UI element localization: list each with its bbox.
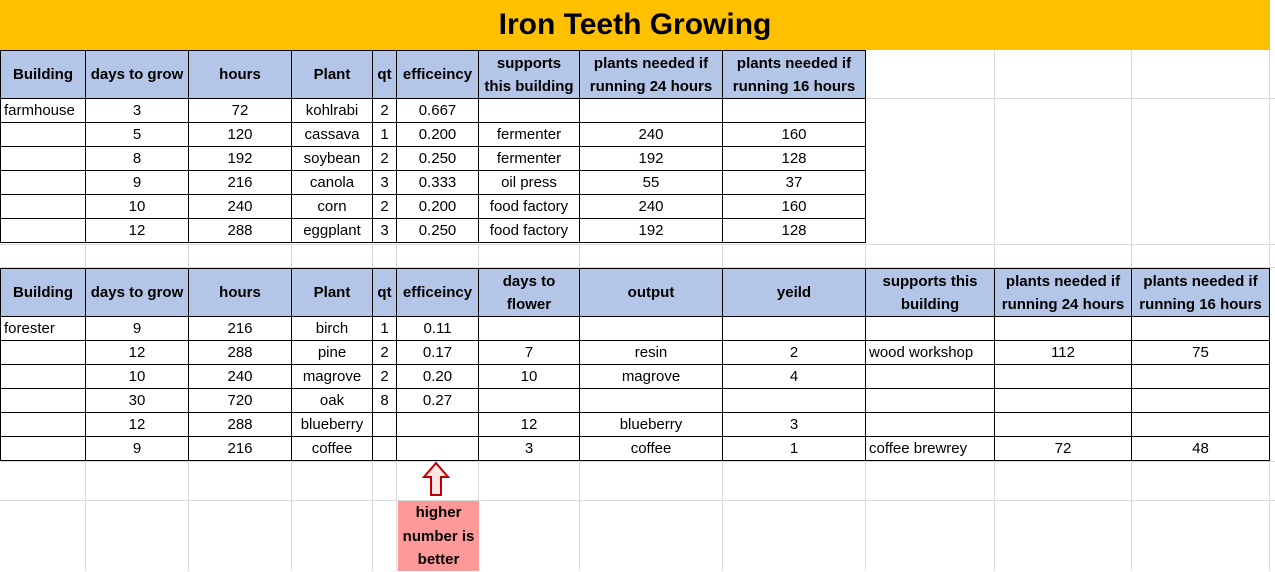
data-cell[interactable] (1132, 413, 1270, 437)
table-row (1, 389, 1270, 413)
data-cell[interactable]: 10 (86, 365, 189, 389)
data-cell[interactable]: 240 (189, 195, 292, 219)
header-cell[interactable]: days to grow (86, 51, 189, 99)
data-cell[interactable]: 9 (86, 317, 189, 341)
data-cell[interactable]: fermenter (479, 123, 580, 147)
data-cell[interactable] (995, 365, 1132, 389)
data-cell[interactable] (1132, 317, 1270, 341)
data-cell[interactable] (580, 317, 723, 341)
data-cell[interactable]: 75 (1132, 341, 1270, 365)
data-cell[interactable]: 55 (580, 171, 723, 195)
data-cell[interactable]: 288 (189, 341, 292, 365)
table-row (1, 123, 866, 147)
data-cell[interactable] (723, 99, 866, 123)
data-cell[interactable]: 37 (723, 171, 866, 195)
data-cell[interactable] (397, 413, 479, 437)
header-cell[interactable]: plants needed if running 16 hours (723, 51, 866, 99)
data-cell[interactable]: 0.200 (397, 195, 479, 219)
data-cell[interactable]: magrove (580, 365, 723, 389)
data-cell[interactable]: 30 (86, 389, 189, 413)
data-cell[interactable] (723, 317, 866, 341)
data-cell[interactable]: 1 (723, 437, 866, 461)
data-cell[interactable]: 128 (723, 147, 866, 171)
data-cell[interactable] (1, 219, 86, 243)
data-cell[interactable]: 8 (86, 147, 189, 171)
header-cell[interactable]: Plant (292, 269, 373, 317)
data-cell[interactable] (866, 317, 995, 341)
page-title: Iron Teeth Growing (498, 8, 772, 41)
data-cell[interactable]: 0.667 (397, 99, 479, 123)
table-row (1, 413, 1270, 437)
data-cell[interactable] (373, 437, 397, 461)
data-cell[interactable]: 72 (995, 437, 1132, 461)
data-cell[interactable] (995, 413, 1132, 437)
data-cell[interactable]: 2 (373, 341, 397, 365)
data-cell[interactable]: 12 (86, 219, 189, 243)
data-cell[interactable] (995, 317, 1132, 341)
data-cell[interactable]: 192 (580, 219, 723, 243)
data-cell[interactable]: corn (292, 195, 373, 219)
forester-table (0, 268, 1270, 461)
data-cell[interactable] (479, 99, 580, 123)
data-cell[interactable]: 192 (580, 147, 723, 171)
data-cell[interactable]: cassava (292, 123, 373, 147)
data-cell[interactable]: 240 (189, 365, 292, 389)
data-cell[interactable]: canola (292, 171, 373, 195)
data-cell[interactable]: 12 (479, 413, 580, 437)
data-cell[interactable]: 2 (373, 99, 397, 123)
data-cell[interactable] (1, 365, 86, 389)
data-cell[interactable]: 216 (189, 171, 292, 195)
data-cell[interactable] (479, 389, 580, 413)
data-cell[interactable]: 0.250 (397, 219, 479, 243)
data-cell[interactable]: 3 (373, 219, 397, 243)
header-cell[interactable]: plants needed if running 24 hours (995, 269, 1132, 317)
header-cell[interactable]: hours (189, 269, 292, 317)
data-cell[interactable]: 288 (189, 413, 292, 437)
data-cell[interactable]: 4 (723, 365, 866, 389)
data-cell[interactable]: 288 (189, 219, 292, 243)
header-cell[interactable]: supports this building (866, 269, 995, 317)
data-cell[interactable]: 2 (373, 147, 397, 171)
data-cell[interactable] (1, 413, 86, 437)
table-row (1, 219, 866, 243)
data-cell[interactable]: 128 (723, 219, 866, 243)
up-arrow-icon (422, 461, 450, 497)
data-cell[interactable]: birch (292, 317, 373, 341)
data-cell[interactable]: 5 (86, 123, 189, 147)
header-cell[interactable]: yeild (723, 269, 866, 317)
data-cell[interactable]: food factory (479, 195, 580, 219)
data-cell[interactable] (580, 389, 723, 413)
data-cell[interactable]: 0.17 (397, 341, 479, 365)
data-cell[interactable]: 3 (373, 171, 397, 195)
data-cell[interactable]: coffee (580, 437, 723, 461)
note-line: number is (402, 527, 475, 545)
data-cell[interactable]: 0.250 (397, 147, 479, 171)
data-cell[interactable]: soybean (292, 147, 373, 171)
data-cell[interactable]: farmhouse (1, 99, 86, 123)
data-cell[interactable]: oil press (479, 171, 580, 195)
header-cell[interactable]: Plant (292, 51, 373, 99)
data-cell[interactable]: 112 (995, 341, 1132, 365)
data-cell[interactable]: 0.200 (397, 123, 479, 147)
data-cell[interactable] (479, 317, 580, 341)
data-cell[interactable] (580, 99, 723, 123)
data-cell[interactable]: 3 (723, 413, 866, 437)
data-cell[interactable]: 3 (479, 437, 580, 461)
data-cell[interactable]: 1 (373, 317, 397, 341)
data-cell[interactable] (1, 195, 86, 219)
note-line: higher (415, 504, 462, 521)
data-cell[interactable]: pine (292, 341, 373, 365)
data-cell[interactable]: oak (292, 389, 373, 413)
farmhouse-table (0, 50, 866, 243)
table-row (1, 147, 866, 171)
data-cell[interactable]: 72 (189, 99, 292, 123)
header-cell[interactable]: qt (373, 51, 397, 99)
higher-is-better-note[interactable] (398, 501, 479, 571)
data-cell[interactable] (1, 389, 86, 413)
data-cell[interactable] (1, 171, 86, 195)
data-cell[interactable]: fermenter (479, 147, 580, 171)
data-cell[interactable]: 192 (189, 147, 292, 171)
data-cell[interactable]: 9 (86, 437, 189, 461)
header-cell[interactable]: plants needed if running 24 hours (580, 51, 723, 99)
data-cell[interactable] (1132, 389, 1270, 413)
data-cell[interactable] (723, 389, 866, 413)
data-cell[interactable]: food factory (479, 219, 580, 243)
data-cell[interactable] (1, 341, 86, 365)
data-cell[interactable]: 3 (86, 99, 189, 123)
header-cell[interactable]: qt (373, 269, 397, 317)
data-cell[interactable]: wood workshop (866, 341, 995, 365)
title-banner[interactable] (0, 0, 1270, 50)
table-header-row (1, 269, 1270, 317)
data-cell[interactable]: coffee brewrey (866, 437, 995, 461)
data-cell[interactable]: 12 (86, 341, 189, 365)
data-cell[interactable]: 2 (723, 341, 866, 365)
data-cell[interactable]: kohlrabi (292, 99, 373, 123)
header-cell[interactable]: days to grow (86, 269, 189, 317)
header-cell[interactable]: days to flower (479, 269, 580, 317)
data-cell[interactable]: 0.27 (397, 389, 479, 413)
data-cell[interactable]: 160 (723, 195, 866, 219)
data-cell[interactable]: 720 (189, 389, 292, 413)
table-row (1, 99, 866, 123)
data-cell[interactable]: 2 (373, 195, 397, 219)
header-cell[interactable]: efficeincy (397, 269, 479, 317)
table-row (1, 317, 1270, 341)
data-cell[interactable]: resin (580, 341, 723, 365)
data-cell[interactable] (373, 413, 397, 437)
data-cell[interactable]: 2 (373, 365, 397, 389)
data-cell[interactable]: magrove (292, 365, 373, 389)
data-cell[interactable]: eggplant (292, 219, 373, 243)
data-cell[interactable]: 216 (189, 437, 292, 461)
data-cell[interactable] (866, 365, 995, 389)
note-line: better (417, 551, 460, 568)
data-cell[interactable] (1, 123, 86, 147)
header-cell[interactable]: Building (1, 269, 86, 317)
data-cell[interactable]: blueberry (580, 413, 723, 437)
data-cell[interactable]: 8 (373, 389, 397, 413)
header-cell[interactable]: Building (1, 51, 86, 99)
table-row (1, 171, 866, 195)
data-cell[interactable] (397, 437, 479, 461)
header-cell[interactable]: hours (189, 51, 292, 99)
data-cell[interactable]: coffee (292, 437, 373, 461)
data-cell[interactable]: 12 (86, 413, 189, 437)
data-cell[interactable]: 48 (1132, 437, 1270, 461)
data-cell[interactable] (866, 413, 995, 437)
data-cell[interactable] (1, 437, 86, 461)
table-row (1, 341, 1270, 365)
table-header-row (1, 51, 866, 99)
data-cell[interactable]: 10 (479, 365, 580, 389)
data-cell[interactable]: 120 (189, 123, 292, 147)
data-cell[interactable]: blueberry (292, 413, 373, 437)
header-cell[interactable]: output (580, 269, 723, 317)
data-cell[interactable]: 9 (86, 171, 189, 195)
data-cell[interactable] (995, 389, 1132, 413)
data-cell[interactable] (866, 389, 995, 413)
data-cell[interactable]: forester (1, 317, 86, 341)
data-cell[interactable]: 240 (580, 195, 723, 219)
data-cell[interactable]: 10 (86, 195, 189, 219)
data-cell[interactable]: 1 (373, 123, 397, 147)
table-row (1, 437, 1270, 461)
data-cell[interactable]: 160 (723, 123, 866, 147)
header-cell[interactable]: supports this building (479, 51, 580, 99)
data-cell[interactable] (1, 147, 86, 171)
data-cell[interactable]: 0.333 (397, 171, 479, 195)
table-row (1, 365, 1270, 389)
data-cell[interactable] (1132, 365, 1270, 389)
header-cell[interactable]: efficeincy (397, 51, 479, 99)
data-cell[interactable]: 0.20 (397, 365, 479, 389)
header-cell[interactable]: plants needed if running 16 hours (1132, 269, 1270, 317)
data-cell[interactable]: 216 (189, 317, 292, 341)
data-cell[interactable]: 0.11 (397, 317, 479, 341)
data-cell[interactable]: 240 (580, 123, 723, 147)
data-cell[interactable]: 7 (479, 341, 580, 365)
table-row (1, 195, 866, 219)
